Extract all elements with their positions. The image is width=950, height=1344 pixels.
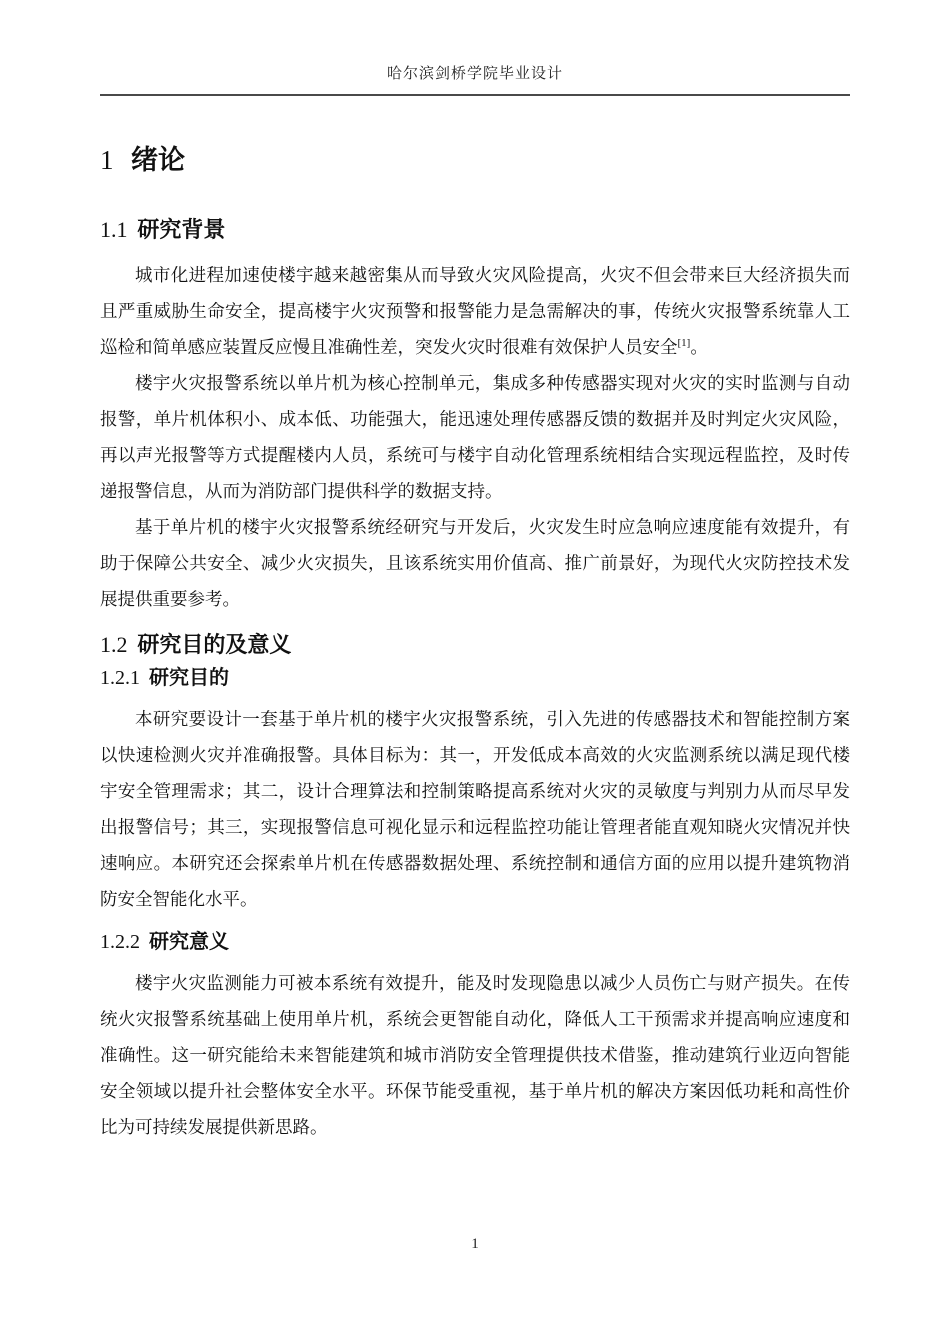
paragraph-text: 城市化进程加速使楼宇越来越密集从而导致火灾风险提高，火灾不但会带来巨大经济损失而且严重威胁生命安全，提高楼宇火灾预警和报警能力是急需解决的事，传统火灾报警系统靠人工巡检和简单感应装置反应慢且准确性差，突发火灾时很难有效保护人员安全 bbox=[100, 264, 850, 357]
subsection-title-1-2-1 bbox=[100, 667, 850, 689]
header-divider bbox=[100, 94, 850, 96]
chapter-number: 1 bbox=[100, 145, 114, 175]
document-body bbox=[100, 146, 850, 1145]
chapter-title bbox=[100, 146, 850, 174]
section-number-1-2: 1.2 bbox=[100, 631, 128, 657]
paragraph-background-2: 楼宇火灾报警系统以单片机为核心控制单元，集成多种传感器实现对火灾的实时监测与自动报警，单片机体积小、成本低、功能强大，能迅速处理传感器反馈的数据并及时判定火灾风险，再以声光报警等方式提醒楼内人员，系统可与楼宇自动化管理系统相结合实现远程监控，及时传递报警信息，从而为消防部门提供科学的数据支持。 bbox=[100, 372, 850, 501]
citation-ref: [1] bbox=[677, 336, 691, 349]
paragraph-purpose: 本研究要设计一套基于单片机的楼宇火灾报警系统，引入先进的传感器技术和智能控制方案以快速检测火灾并准确报警。具体目标为：其一，开发低成本高效的火灾监测系统以满足现代楼宇安全管理需求；其二，设计合理算法和控制策略提高系统对火灾的灵敏度与判别力从而尽早发出报警信号；其三，实现报警信息可视化显示和远程监控功能让管理者能直观知晓火灾情况并快速响应。本研究还会探索单片机在传感器数据处理、系统控制和通信方面的应用以提升建筑物消防安全智能化水平。 bbox=[100, 708, 850, 909]
paragraph-significance: 楼宇火灾监测能力可被本系统有效提升，能及时发现隐患以减少人员伤亡与财产损失。在传统火灾报警系统基础上使用单片机，系统会更智能自动化，降低人工干预需求并提高响应速度和准确性。这一研究能给未来智能建筑和城市消防安全管理提供技术借鉴，推动建筑行业迈向智能安全领域以提升社会整体安全水平。环保节能受重视，基于单片机的解决方案因低功耗和高性价比为可持续发展提供新思路。 bbox=[100, 972, 850, 1137]
section-number-1-1: 1.1 bbox=[100, 217, 128, 243]
chapter-title-text: 绪论 bbox=[131, 145, 186, 175]
paragraph-text-after-ref: 。 bbox=[690, 336, 708, 357]
section-title-1-1-text: 研究背景 bbox=[137, 217, 226, 243]
section-title-1-1 bbox=[100, 218, 850, 242]
subsection-number-1-2-1: 1.2.1 bbox=[100, 666, 140, 689]
running-header-title: 哈尔滨剑桥学院毕业设计 bbox=[386, 66, 563, 82]
subsection-title-1-2-1-text: 研究目的 bbox=[149, 666, 229, 689]
page-header bbox=[100, 0, 850, 96]
section-title-1-2-text: 研究目的及意义 bbox=[137, 631, 292, 657]
page-footer bbox=[0, 1236, 950, 1253]
paragraph-background-1 bbox=[100, 257, 850, 365]
subsection-title-1-2-2 bbox=[100, 931, 850, 953]
subsection-title-1-2-2-text: 研究意义 bbox=[149, 930, 229, 953]
paragraph-background-3: 基于单片机的楼宇火灾报警系统经研究与开发后，火灾发生时应急响应速度能有效提升，有助于保障公共安全、减少火灾损失，且该系统实用价值高、推广前景好，为现代火灾防控技术发展提供重要参考。 bbox=[100, 516, 850, 609]
subsection-number-1-2-2: 1.2.2 bbox=[100, 930, 140, 953]
page-number: 1 bbox=[471, 1236, 479, 1252]
section-title-1-2 bbox=[100, 633, 850, 657]
